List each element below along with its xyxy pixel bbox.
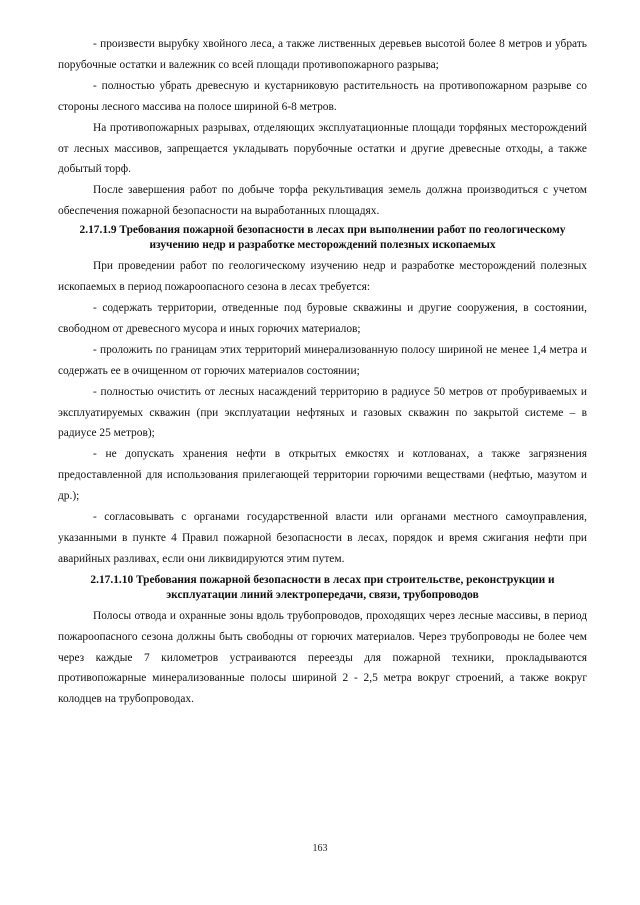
paragraph-oil-storage: - не допускать хранения нефти в открытых емкостях и котлованах, а также загрязнения предоставленной для использования прилегающей территории горючими веществами (нефтью, мазутом и др.); <box>58 448 587 503</box>
page-body <box>58 34 587 710</box>
paragraph-keep-territories: - содержать территории, отведенные под буровые скважины и другие сооружения, в состоянии, свободном от древесного мусора и иных горючих материалов; <box>58 301 587 335</box>
paragraph-recultivation: После завершения работ по добыче торфа рекультивация земель должна производиться с учетом обеспечения пожарной безопасности на выработанных площадях. <box>58 184 587 218</box>
page-number: 163 <box>312 843 328 854</box>
section-heading-2-17-1-9: 2.17.1.9 Требования пожарной безопасности в лесах при выполнении работ по геологическому изучению недр и разработке месторождений полезных ископаемых <box>79 224 566 252</box>
paragraph-logging: - произвести вырубку хвойного леса, а также лиственных деревьев высотой более 8 метров и убрать порубочные остатки и валежник со всей площади противопожарного разрыва; <box>58 38 587 71</box>
paragraph-clear-radius: - полностью очистить от лесных насаждений территорию в радиусе 50 метров от пробуриваемых и эксплуатируемых скважин (при эксплуатации нефтяных и газовых скважин по закрытой системе – в радиусе 25 метров); <box>58 385 587 440</box>
paragraph-mineral-strip: - проложить по границам этих территорий минерализованную полосу шириной не менее 1,4 метра и содержать ее в очищенном от горючих материалов состоянии; <box>58 343 587 377</box>
paragraph-clear-vegetation: - полностью убрать древесную и кустарниковую растительность на противопожарном разрыве со стороны лесного массива на полосе шириной 6-8 метров. <box>58 79 587 113</box>
paragraph-geology-intro: При проведении работ по геологическому изучению недр и разработке месторождений полезных ископаемых в период пожароопасного сезона в лесах требуется: <box>58 260 587 294</box>
paragraph-peat-firebreaks: На противопожарных разрывах, отделяющих эксплуатационные площади торфяных месторождений от лесных массивов, запрещается укладывать порубочные остатки и другие древесные отходы, а также добытый торф. <box>58 121 587 176</box>
paragraph-coordinate-authorities: - согласовывать с органами государственной власти или органами местного самоуправления, указанными в пункте 4 Правил пожарной безопасности в лесах, порядок и время сжигания нефти при аварийных разливах, если они ликвидируются этим путем. <box>58 511 587 565</box>
section-heading-2-17-1-10: 2.17.1.10 Требования пожарной безопасности в лесах при строительстве, реконструкции и эксплуатации линий электропередачи, связи, трубопроводов <box>90 573 555 601</box>
paragraph-pipelines: Полосы отвода и охранные зоны вдоль трубопроводов, проходящих через лесные массивы, в период пожароопасного сезона должны быть свободны от горючих материалов. Через трубопроводы не более чем через каждые 7 километров устраиваются переезды для пожарной техники, прокладываются противопожарные минерализованные полосы шириной 2 - 2,5 метра вокруг строений, а также вокруг колодцев на трубопроводах. <box>58 609 587 706</box>
